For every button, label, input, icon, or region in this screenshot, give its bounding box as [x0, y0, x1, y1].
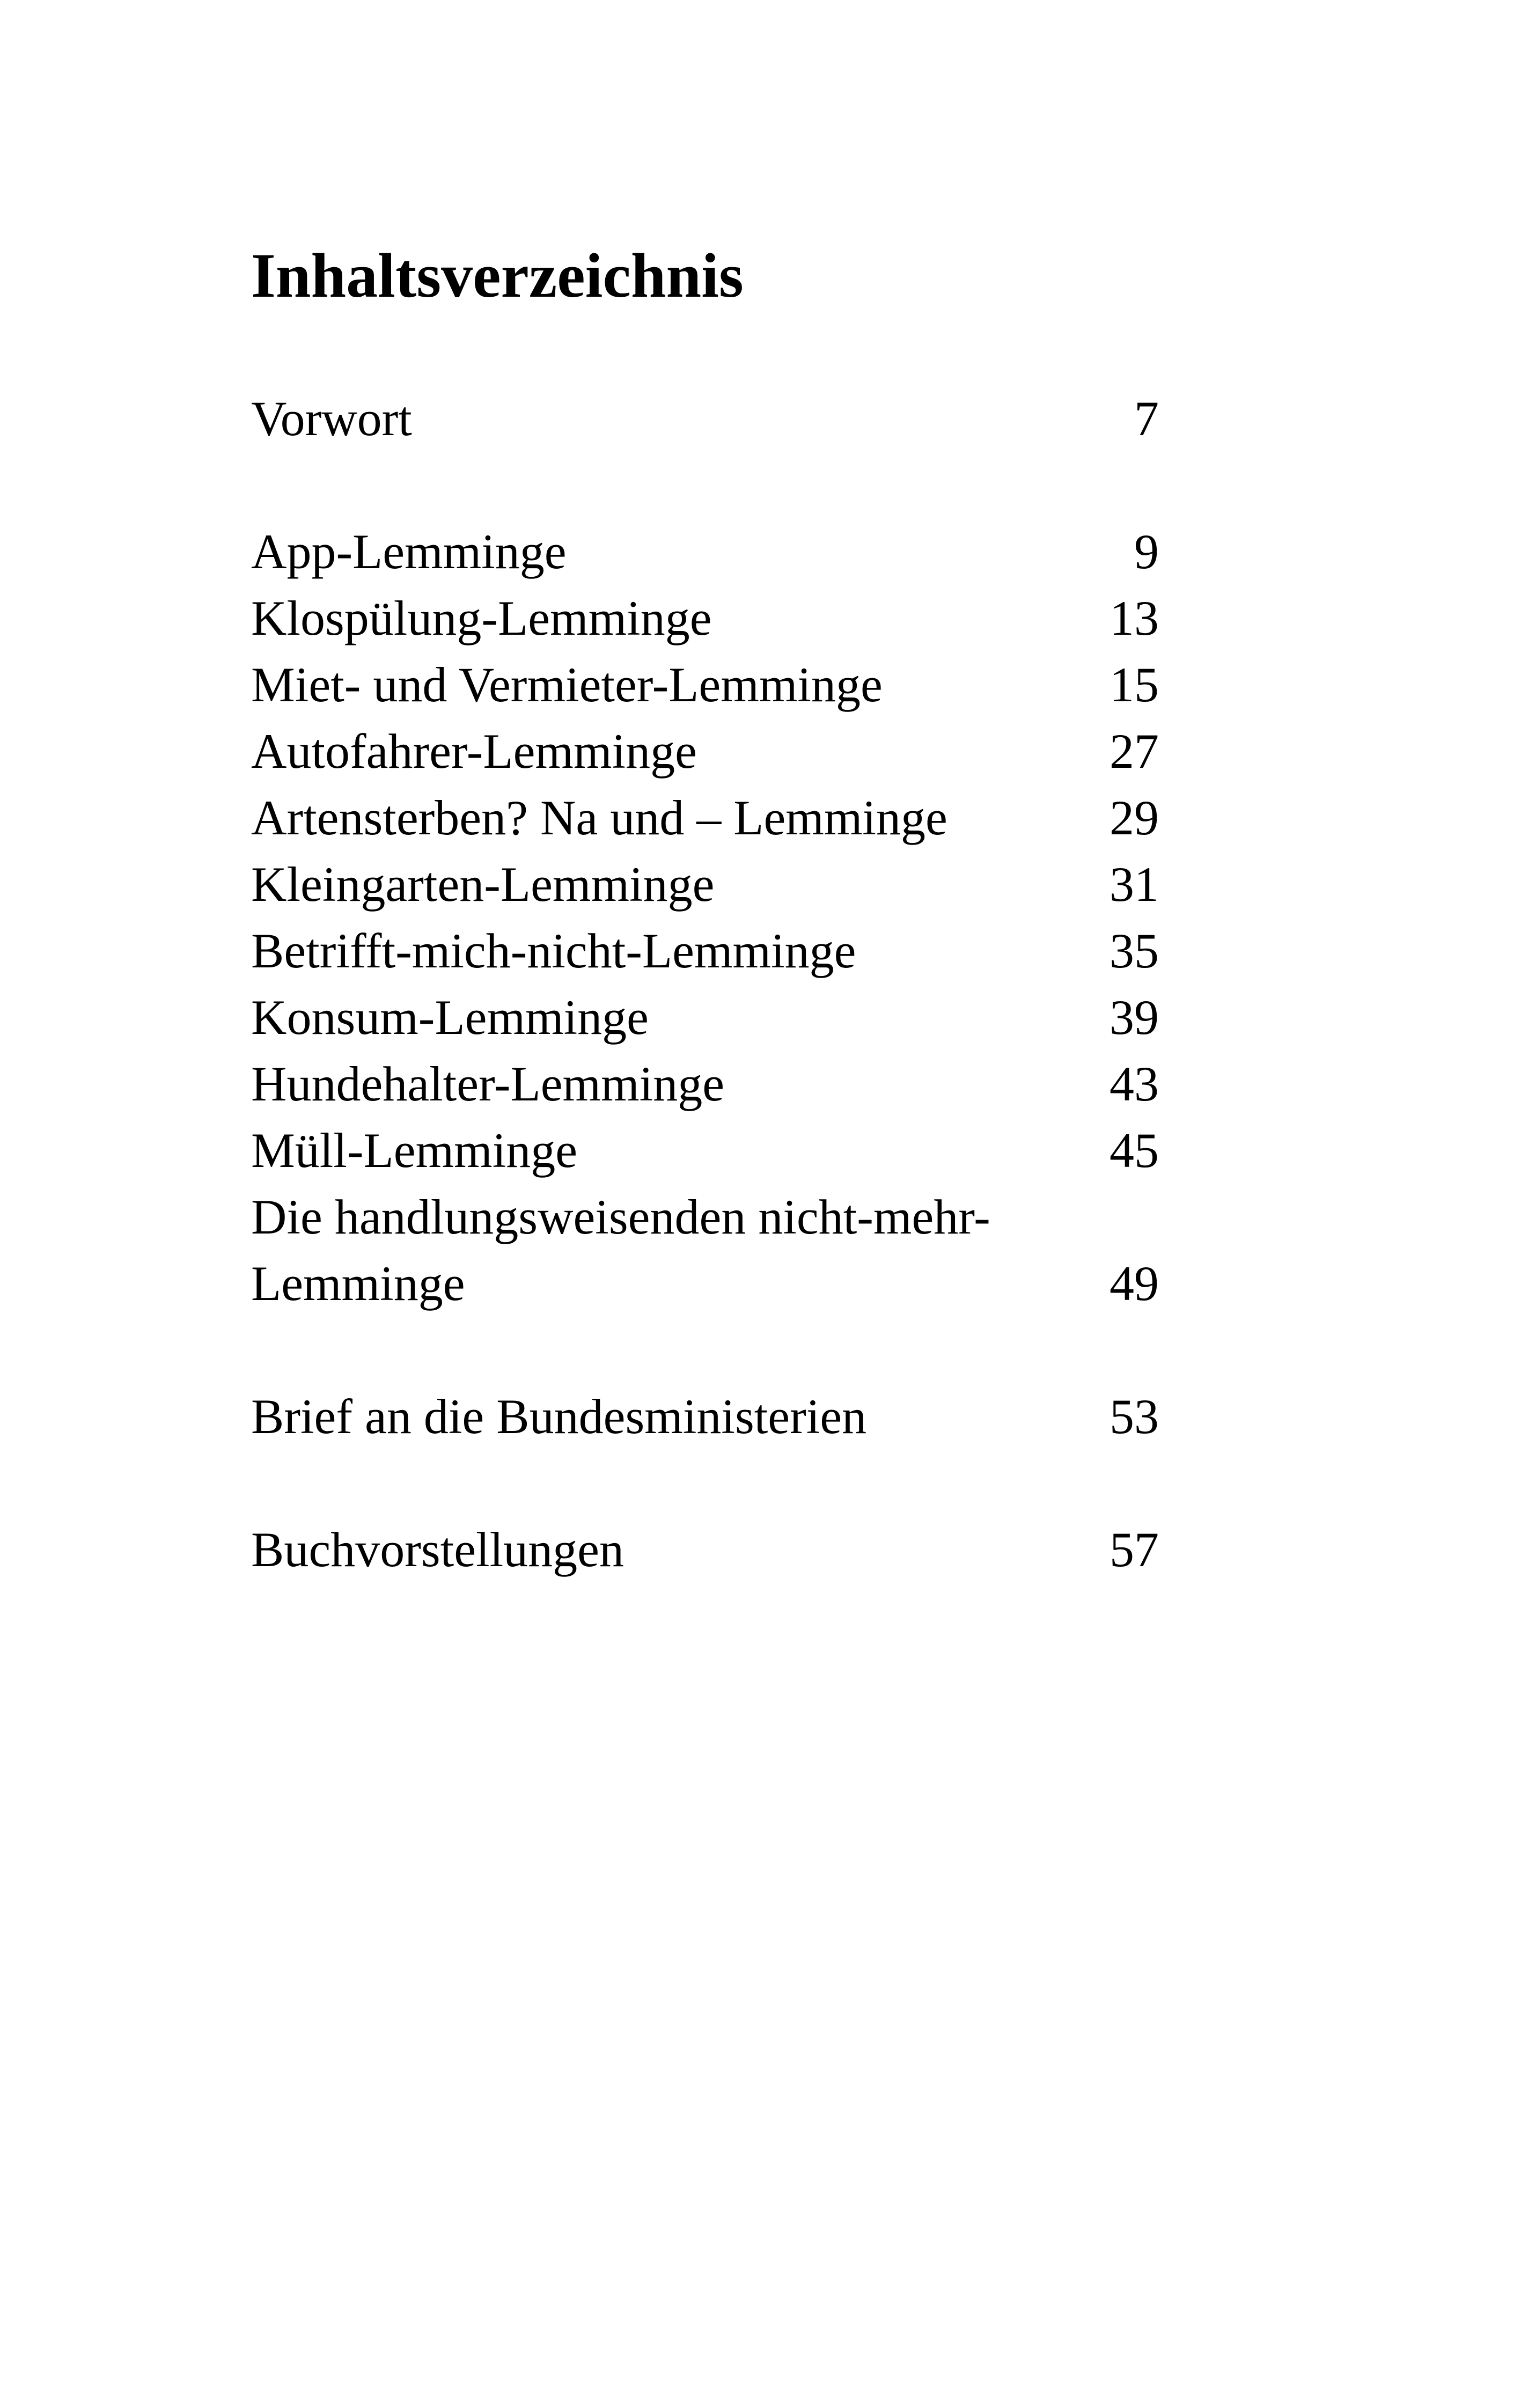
toc-entry-page: 27 [1109, 724, 1159, 779]
toc-entry-page: 13 [1109, 591, 1159, 645]
toc-entry-app-lemminge [251, 518, 1159, 585]
toc-entry-kleingarten-lemminge [251, 851, 1159, 917]
toc-entry-klospuelung-lemminge [251, 585, 1159, 651]
toc-entry-vorwort [251, 385, 1159, 452]
toc-list [251, 0, 1159, 2408]
toc-entry-miet-vermieter-lemminge [251, 651, 1159, 718]
toc-entry-title: Vorwort [251, 391, 412, 446]
toc-entry-muell-lemminge [251, 1117, 1159, 1184]
toc-entry-brief-bundesministerien [251, 1383, 1159, 1450]
toc-entry-title: Miet- und Vermieter-Lemminge [251, 657, 883, 712]
toc-entry-title: Artensterben? Na und – Lemminge [251, 790, 947, 845]
toc-entry-title: Hundehalter-Lemminge [251, 1056, 725, 1111]
toc-entry-page: 43 [1109, 1056, 1159, 1111]
toc-entry-title: App-Lemminge [251, 524, 567, 579]
toc-entry-handlungsweisende-lemminge [251, 1184, 1159, 1317]
toc-entry-title [251, 1184, 990, 1317]
toc-entry-autofahrer-lemminge [251, 718, 1159, 784]
toc-entry-title: Klospülung-Lemminge [251, 591, 712, 645]
toc-entry-page: 29 [1109, 790, 1159, 845]
toc-entry-title-line-2: Lemminge [251, 1256, 465, 1311]
toc-entry-buchvorstellungen [251, 1516, 1159, 1583]
toc-entry-title: Konsum-Lemminge [251, 990, 649, 1045]
toc-entry-hundehalter-lemminge [251, 1051, 1159, 1117]
toc-entry-title: Betrifft-mich-nicht-Lemminge [251, 923, 856, 978]
toc-entry-page: 15 [1109, 657, 1159, 712]
toc-entry-title-line-1: Die handlungsweisenden nicht-mehr- [251, 1190, 990, 1244]
page-title: Inhaltsverzeichnis [251, 240, 744, 311]
toc-entry-title: Autofahrer-Lemminge [251, 724, 697, 779]
toc-entry-page: 7 [1134, 391, 1159, 446]
toc-entry-betrifft-mich-nicht-lemminge [251, 917, 1159, 984]
toc-entry-page: 9 [1134, 524, 1159, 579]
toc-entry-page: 53 [1109, 1389, 1159, 1444]
toc-entry-title: Müll-Lemminge [251, 1123, 578, 1178]
toc-entry-title: Kleingarten-Lemminge [251, 857, 715, 912]
toc-entry-page: 35 [1109, 923, 1159, 978]
toc-entry-page: 31 [1109, 857, 1159, 912]
toc-entry-title: Buchvorstellungen [251, 1522, 624, 1577]
toc-entry-title: Brief an die Bundesministerien [251, 1389, 867, 1444]
toc-entry-konsum-lemminge [251, 984, 1159, 1051]
toc-entry-page: 57 [1109, 1522, 1159, 1577]
toc-entry-page: 49 [1109, 1256, 1159, 1311]
toc-entry-artensterben-lemminge [251, 784, 1159, 851]
toc-entry-page: 45 [1109, 1123, 1159, 1178]
toc-entry-page: 39 [1109, 990, 1159, 1045]
